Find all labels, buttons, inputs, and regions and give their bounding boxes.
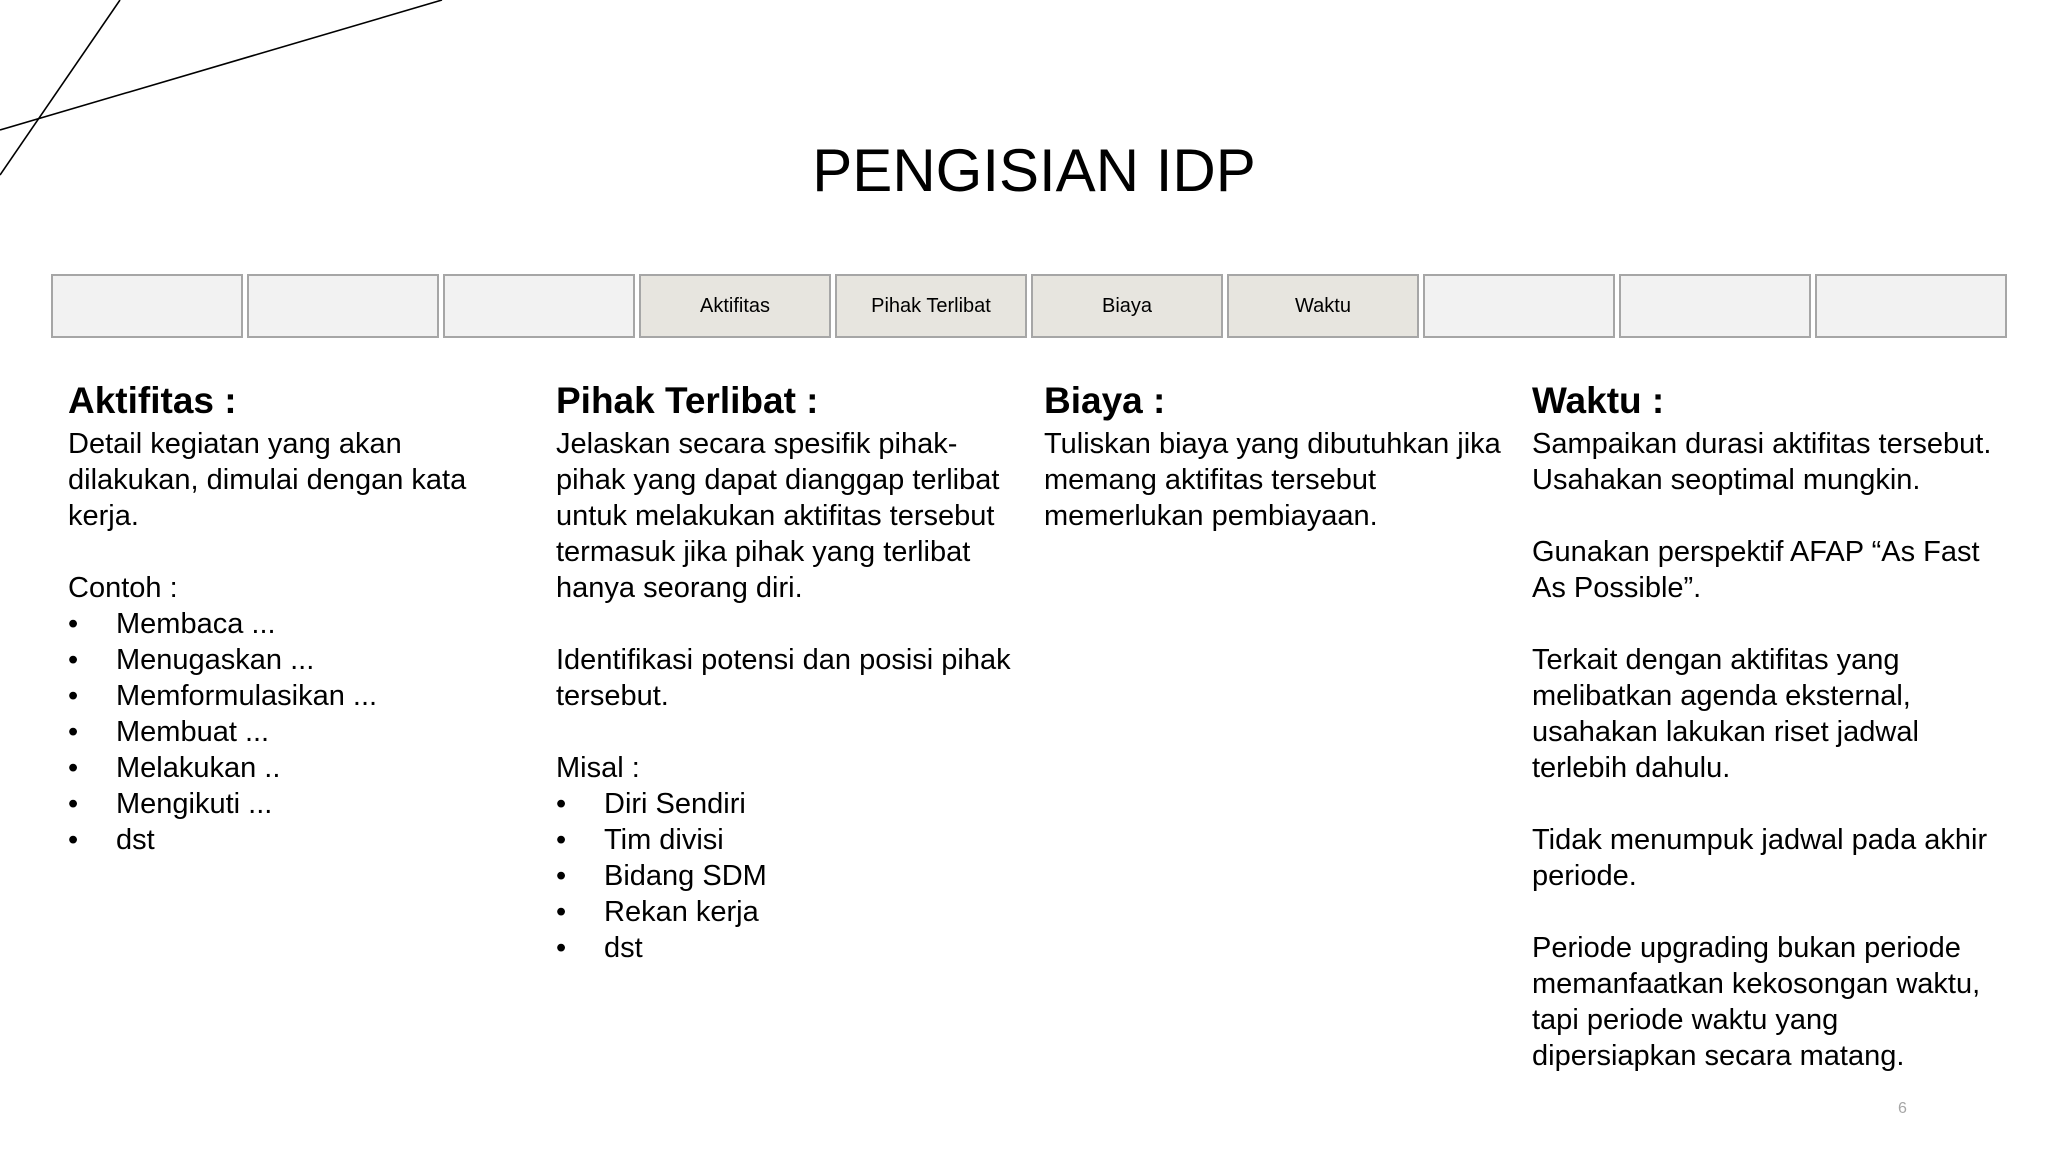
- list-item: • Bidang SDM: [556, 858, 1026, 894]
- list-item: • Tim divisi: [556, 822, 1026, 858]
- list-item: • Membuat ...: [68, 714, 538, 750]
- table-header-cell-3: [443, 274, 635, 338]
- list-item: • Menugaskan ...: [68, 642, 538, 678]
- list-item: • Rekan kerja: [556, 894, 1026, 930]
- aktifitas-example-label: Contoh :: [68, 572, 178, 604]
- table-header-cell-aktifitas: Aktifitas: [639, 274, 831, 338]
- column-pihak-terlibat: [556, 376, 1026, 966]
- list-item: • Membaca ...: [68, 606, 538, 642]
- slide-title: PENGISIAN IDP: [812, 137, 1256, 204]
- pihak-terlibat-example-list: [556, 786, 1026, 966]
- table-header-cell-10: [1815, 274, 2007, 338]
- page-number: 6: [1898, 1100, 1907, 1117]
- table-header-cell-pihak-terlibat: Pihak Terlibat: [835, 274, 1027, 338]
- column-biaya: [1044, 376, 1514, 534]
- table-header-cell-8: [1423, 274, 1615, 338]
- biaya-heading: Biaya :: [1044, 380, 1166, 421]
- decorative-line-shallow: [0, 0, 442, 130]
- aktifitas-description: Detail kegiatan yang akan dilakukan, dimulai dengan kata kerja.: [68, 428, 467, 532]
- list-item: • Diri Sendiri: [556, 786, 1026, 822]
- list-item: • Mengikuti ...: [68, 786, 538, 822]
- table-header-cell-1: [51, 274, 243, 338]
- pihak-terlibat-identification: Identifikasi potensi dan posisi pihak tersebut.: [556, 644, 1011, 712]
- table-header-cell-biaya: Biaya: [1031, 274, 1223, 338]
- waktu-heading: Waktu :: [1532, 380, 1665, 421]
- waktu-paragraph-4: Tidak menumpuk jadwal pada akhir periode.: [1532, 824, 1988, 892]
- aktifitas-heading: Aktifitas :: [68, 380, 237, 421]
- waktu-paragraph-2: Gunakan perspektif AFAP “As Fast As Possible”.: [1532, 536, 1980, 604]
- list-item: • dst: [68, 822, 538, 858]
- waktu-paragraph-1: Sampaikan durasi aktifitas tersebut. Usahakan seoptimal mungkin.: [1532, 428, 1992, 496]
- biaya-description: Tuliskan biaya yang dibutuhkan jika memang aktifitas tersebut memerlukan pembiayaan.: [1044, 428, 1501, 532]
- list-item: • Melakukan ..: [68, 750, 538, 786]
- waktu-paragraph-3: Terkait dengan aktifitas yang melibatkan agenda eksternal, usahakan lakukan riset jadwal terlebih dahulu.: [1532, 644, 1919, 784]
- waktu-paragraph-5: Periode upgrading bukan periode memanfaatkan kekosongan waktu, tapi periode waktu yang dipersiapkan secara matang.: [1532, 932, 1981, 1072]
- list-item: • dst: [556, 930, 1026, 966]
- table-header-cell-2: [247, 274, 439, 338]
- pihak-terlibat-heading: Pihak Terlibat :: [556, 380, 819, 421]
- table-header-cell-9: [1619, 274, 1811, 338]
- column-waktu: [1532, 376, 2002, 1074]
- aktifitas-example-list: [68, 606, 538, 858]
- column-aktifitas: [68, 376, 538, 858]
- pihak-terlibat-description: Jelaskan secara spesifik pihak-pihak yang dapat dianggap terlibat untuk melakukan aktifitas tersebut termasuk jika pihak yang terlibat hanya seorang diri.: [556, 428, 1000, 604]
- list-item: • Memformulasikan ...: [68, 678, 538, 714]
- table-header-cell-waktu: Waktu: [1227, 274, 1419, 338]
- pihak-terlibat-example-label: Misal :: [556, 752, 640, 784]
